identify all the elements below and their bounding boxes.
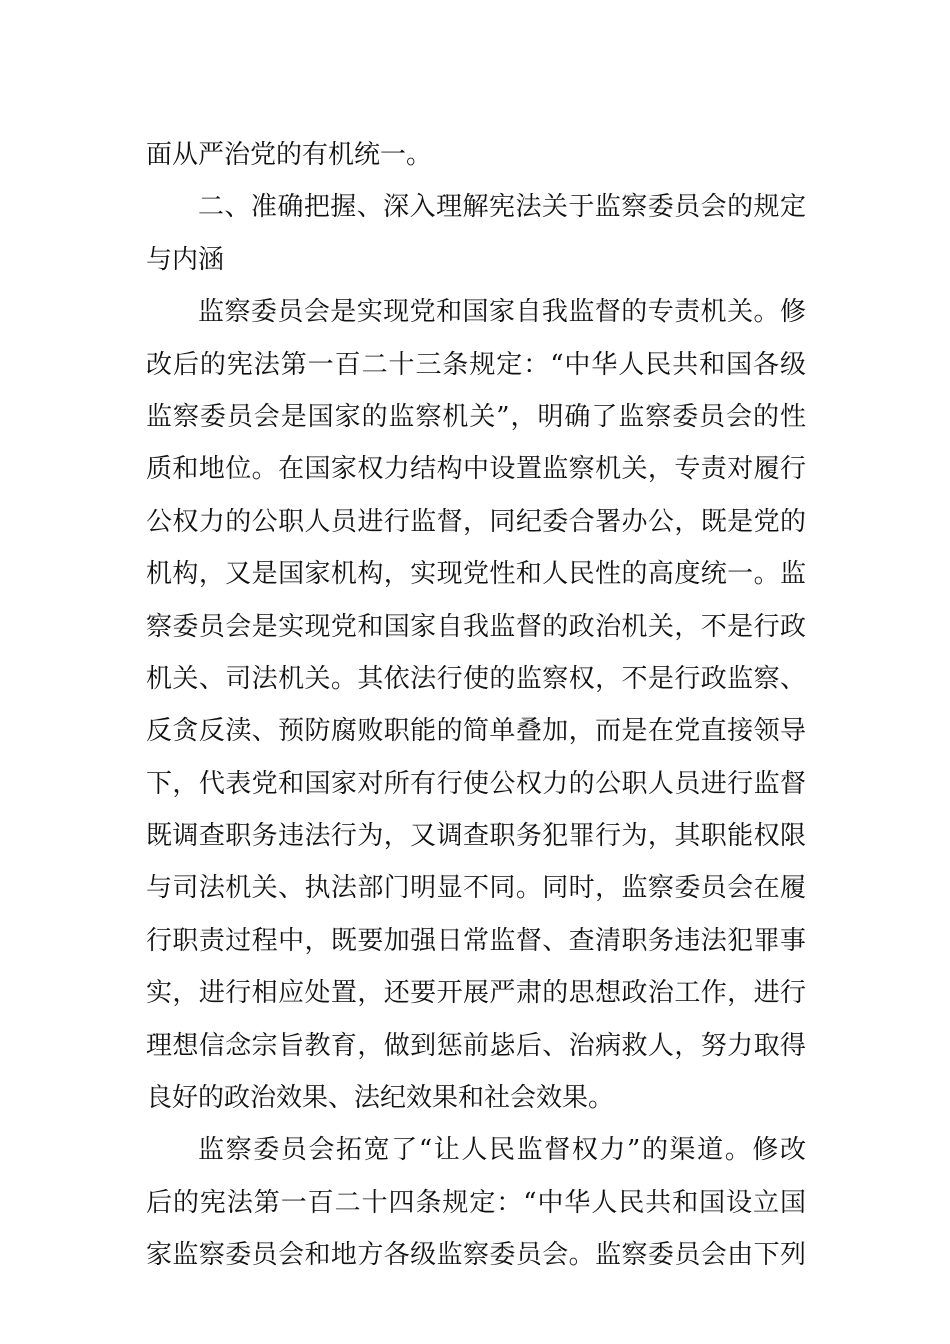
text-line: 监察委员会是实现党和国家自我监督的专责机关。修 <box>198 297 806 328</box>
text-line: 下，代表党和国家对所有行使公权力的公职人员进行监督 <box>146 768 806 799</box>
text-line: 行职责过程中，既要加强日常监督、查清职务违法犯罪事 <box>146 925 806 956</box>
text-line: 机关、司法机关。其依法行使的监察权，不是行政监察、 <box>146 663 806 694</box>
text-line: 实，进行相应处置，还要开展严肃的思想政治工作，进行 <box>146 978 806 1009</box>
text-line: 监察委员会拓宽了“让人民监督权力”的渠道。修改 <box>198 1135 806 1166</box>
text-line: 理想信念宗旨教育，做到惩前毖后、治病救人，努力取得 <box>146 1030 806 1061</box>
text-line: 机构，又是国家机构，实现党性和人民性的高度统一。监 <box>146 559 806 590</box>
text-line: 与司法机关、执法部门明显不同。同时，监察委员会在履 <box>146 873 806 904</box>
text-line: 面从严治党的有机统一。 <box>146 140 433 170</box>
text-line: 监察委员会是国家的监察机关”，明确了监察委员会的性 <box>146 401 806 432</box>
text-line: 公权力的公职人员进行监督，同纪委合署办公，既是党的 <box>146 506 806 537</box>
text-line: 反贪反渎、预防腐败职能的简单叠加，而是在党直接领导 <box>146 716 806 747</box>
text-line: 质和地位。在国家权力结构中设置监察机关，专责对履行 <box>146 454 806 485</box>
section-heading-line: 二、准确把握、深入理解宪法关于监察委员会的规定 <box>198 192 806 223</box>
section-heading-line: 与内涵 <box>146 244 225 275</box>
body-text <box>146 129 806 1282</box>
text-line: 察委员会是实现党和国家自我监督的政治机关，不是行政 <box>146 611 806 642</box>
text-line: 改后的宪法第一百二十三条规定：“中华人民共和国各级 <box>146 349 806 380</box>
text-line: 后的宪法第一百二十四条规定：“中华人民共和国设立国 <box>146 1187 806 1218</box>
text-line: 家监察委员会和地方各级监察委员会。监察委员会由下列 <box>146 1240 806 1271</box>
text-line: 良好的政治效果、法纪效果和社会效果。 <box>146 1083 615 1114</box>
text-line: 既调查职务违法行为，又调查职务犯罪行为，其职能权限 <box>146 821 806 852</box>
